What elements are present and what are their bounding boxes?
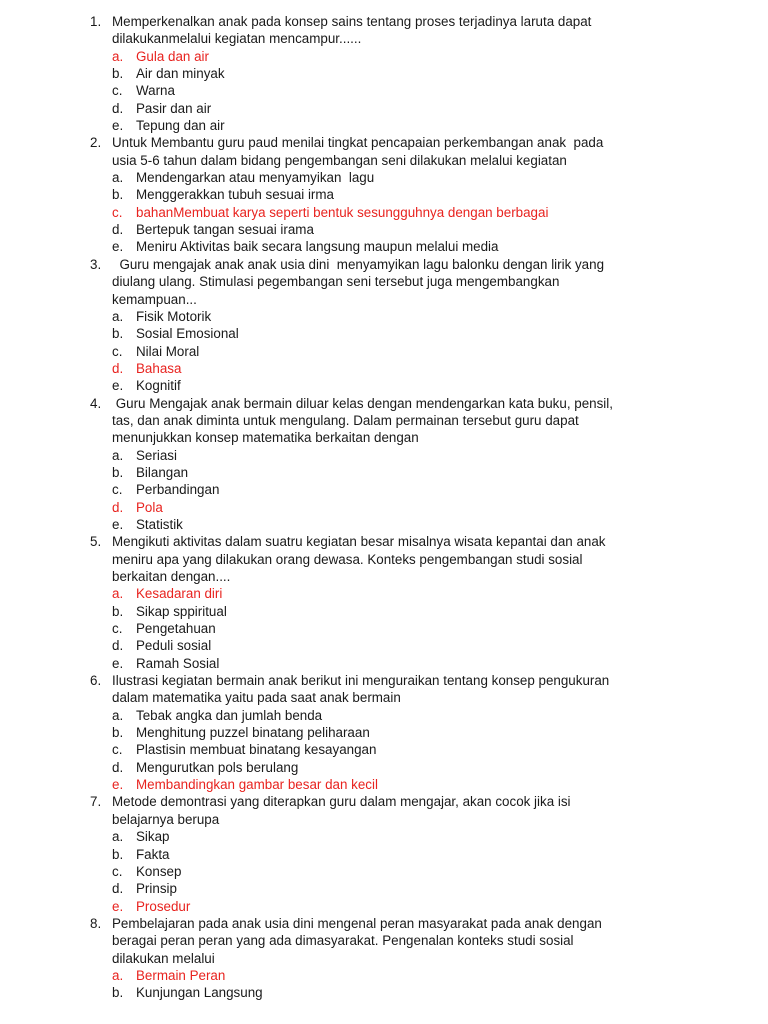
question-line (0, 13, 768, 30)
option-letter: b. (112, 603, 124, 619)
question-continuation-line (0, 551, 768, 568)
question-block (0, 256, 768, 395)
option-letter: c. (112, 83, 123, 99)
option-letter: b. (112, 326, 124, 342)
question-text: beragai peran peran yang ada dimasyarakat. Pengenalan konteks studi sosial (112, 933, 574, 949)
option-letter: b. (112, 187, 124, 203)
option-letter: d. (112, 499, 124, 515)
option-text: Kesadaran diri (136, 586, 223, 602)
answer-option (0, 100, 768, 117)
option-letter: e. (112, 118, 124, 134)
question-text: belajarnya berupa (112, 811, 220, 827)
option-text: Bahasa (136, 360, 182, 376)
option-text: Membandingkan gambar besar dan kecil (136, 777, 378, 793)
option-letter: a. (112, 48, 124, 64)
option-text: Warna (136, 83, 175, 99)
answer-option-correct (0, 585, 768, 602)
answer-option (0, 863, 768, 880)
question-number: 6. (90, 673, 102, 689)
question-continuation-line (0, 412, 768, 429)
option-text: Sosial Emosional (136, 326, 239, 342)
option-letter: e. (112, 777, 124, 793)
answer-option (0, 343, 768, 360)
option-letter: a. (112, 586, 124, 602)
answer-option (0, 828, 768, 845)
answer-option (0, 221, 768, 238)
option-letter: a. (112, 707, 124, 723)
question-continuation-line (0, 932, 768, 949)
option-text: Air dan minyak (136, 66, 225, 82)
option-letter: d. (112, 759, 124, 775)
question-continuation-line (0, 30, 768, 47)
question-text: Pembelajaran pada anak usia dini mengenal peran masyarakat pada anak dengan (112, 915, 602, 931)
option-letter: e. (112, 898, 124, 914)
option-letter: e. (112, 239, 124, 255)
option-text: Plastisin membuat binatang kesayangan (136, 742, 377, 758)
option-letter: b. (112, 66, 124, 82)
question-line (0, 672, 768, 689)
question-text: Guru mengajak anak anak usia dini menyamyikan lagu balonku dengan lirik yang (112, 256, 605, 272)
option-letter: c. (112, 343, 123, 359)
answer-option (0, 464, 768, 481)
question-text: dilakukan melalui (112, 950, 215, 966)
answer-option (0, 759, 768, 776)
question-text: Untuk Membantu guru paud menilai tingkat pencapaian perkembangan anak pada (112, 135, 604, 151)
option-text: bahanMembuat karya seperti bentuk sesungguhnya dengan berbagai (136, 204, 549, 220)
option-text: Bilangan (136, 464, 189, 480)
option-text: Mendengarkan atau menyamyikan lagu (136, 170, 375, 186)
answer-option (0, 238, 768, 255)
question-text: berkaitan dengan.... (112, 569, 231, 584)
question-number: 3. (90, 256, 102, 272)
option-text: Pengetahuan (136, 621, 216, 637)
option-text: Pasir dan air (136, 100, 212, 116)
option-letter: e. (112, 516, 124, 532)
answer-option-correct (0, 499, 768, 516)
answer-option (0, 741, 768, 758)
question-text: Metode demontrasi yang diterapkan guru dalam mengajar, akan cocok jika isi (112, 794, 571, 810)
option-text: Menggerakkan tubuh sesuai irma (136, 187, 334, 203)
answer-option (0, 637, 768, 654)
option-letter: d. (112, 222, 124, 238)
option-letter: b. (112, 725, 124, 741)
question-line (0, 395, 768, 412)
question-number: 1. (90, 14, 102, 29)
answer-option-correct (0, 360, 768, 377)
answer-option (0, 481, 768, 498)
option-letter: c. (112, 621, 123, 637)
option-letter: d. (112, 638, 124, 654)
question-line (0, 915, 768, 932)
option-text: Tebak angka dan jumlah benda (136, 707, 323, 723)
option-letter: c. (112, 204, 123, 220)
question-text: Guru Mengajak anak bermain diluar kelas dengan mendengarkan kata buku, pensil, (112, 395, 613, 411)
option-text: Fisik Motorik (136, 308, 212, 324)
question-text: dilakukanmelalui kegiatan mencampur...... (112, 31, 362, 47)
answer-option (0, 516, 768, 533)
option-text: Pola (136, 499, 163, 515)
question-text: meniru apa yang dilakukan orang dewasa. Konteks pengembangan studi sosial (112, 551, 583, 567)
option-letter: d. (112, 100, 124, 116)
question-text: dalam matematika yaitu pada saat anak bermain (112, 690, 401, 706)
option-text: Kunjungan Langsung (136, 985, 263, 1001)
option-letter: b. (112, 464, 124, 480)
question-text: menunjukkan konsep matematika berkaitan dengan (112, 430, 419, 446)
question-continuation-line (0, 568, 768, 585)
question-block (0, 134, 768, 255)
option-letter: b. (112, 846, 124, 862)
option-letter: d. (112, 881, 124, 897)
question-continuation-line (0, 429, 768, 446)
answer-option-correct (0, 898, 768, 915)
question-line (0, 134, 768, 151)
option-text: Prinsip (136, 881, 177, 897)
question-block (0, 533, 768, 672)
option-text: Tepung dan air (136, 118, 225, 134)
option-text: Menghitung puzzel binatang peliharaan (136, 725, 370, 741)
option-text: Ramah Sosial (136, 655, 220, 671)
answer-option (0, 603, 768, 620)
option-text: Bermain Peran (136, 967, 226, 983)
option-letter: c. (112, 742, 123, 758)
option-text: Nilai Moral (136, 343, 200, 359)
option-text: Sikap (136, 829, 170, 845)
option-text: Peduli sosial (136, 638, 212, 654)
option-letter: a. (112, 170, 124, 186)
option-letter: b. (112, 985, 124, 1001)
question-text: kemampuan... (112, 291, 197, 307)
answer-option (0, 620, 768, 637)
answer-option (0, 117, 768, 134)
question-line (0, 533, 768, 550)
answer-option (0, 655, 768, 672)
option-text: Seriasi (136, 447, 177, 463)
answer-option (0, 169, 768, 186)
question-block (0, 395, 768, 534)
question-number: 4. (90, 395, 102, 411)
question-line (0, 256, 768, 273)
answer-option (0, 186, 768, 203)
question-block (0, 793, 768, 914)
answer-option (0, 724, 768, 741)
option-letter: c. (112, 482, 123, 498)
option-letter: c. (112, 863, 123, 879)
option-text: Prosedur (136, 898, 191, 914)
option-letter: a. (112, 447, 124, 463)
question-number: 7. (90, 794, 102, 810)
answer-option (0, 377, 768, 394)
question-text: Ilustrasi kegiatan bermain anak berikut ini menguraikan tentang konsep pengukuran (112, 673, 610, 689)
question-text: diulang ulang. Stimulasi pegembangan seni tersebut juga mengembangkan (112, 274, 560, 290)
question-continuation-line (0, 291, 768, 308)
answer-option-correct (0, 776, 768, 793)
option-text: Statistik (136, 516, 183, 532)
question-text: Mengikuti aktivitas dalam suatru kegiatan besar misalnya wisata kepantai dan anak (112, 534, 606, 550)
question-block (0, 915, 768, 1002)
answer-option (0, 65, 768, 82)
question-continuation-line (0, 811, 768, 828)
option-text: Bertepuk tangan sesuai irama (136, 222, 314, 238)
option-letter: a. (112, 829, 124, 845)
option-text: Konsep (136, 863, 182, 879)
answer-option (0, 984, 768, 1001)
answer-option (0, 308, 768, 325)
answer-option (0, 325, 768, 342)
option-letter: a. (112, 308, 124, 324)
document-page (0, 13, 768, 1002)
question-block (0, 672, 768, 793)
option-text: Perbandingan (136, 482, 220, 498)
option-letter: d. (112, 360, 124, 376)
question-line (0, 793, 768, 810)
answer-option (0, 707, 768, 724)
option-letter: e. (112, 655, 124, 671)
option-text: Meniru Aktivitas baik secara langsung maupun melalui media (136, 239, 499, 255)
answer-option (0, 447, 768, 464)
answer-option-correct (0, 48, 768, 65)
question-text: usia 5-6 tahun dalam bidang pengembangan seni dilakukan melalui kegiatan (112, 152, 567, 168)
question-number: 8. (90, 915, 102, 931)
question-continuation-line (0, 689, 768, 706)
answer-option (0, 82, 768, 99)
answer-option-correct (0, 967, 768, 984)
question-text: tas, dan anak diminta untuk mengulang. Dalam permainan tersebut guru dapat (112, 412, 579, 428)
answer-option (0, 880, 768, 897)
option-text: Fakta (136, 846, 170, 862)
question-continuation-line (0, 152, 768, 169)
option-text: Gula dan air (136, 48, 209, 64)
question-text: Memperkenalkan anak pada konsep sains tentang proses terjadinya laruta dapat (112, 14, 592, 29)
question-continuation-line (0, 273, 768, 290)
question-block (0, 13, 768, 134)
question-continuation-line (0, 950, 768, 967)
answer-option (0, 846, 768, 863)
option-text: Mengurutkan pols berulang (136, 759, 299, 775)
option-letter: a. (112, 967, 124, 983)
answer-option-correct (0, 204, 768, 221)
question-number: 5. (90, 534, 102, 550)
option-text: Kognitif (136, 378, 181, 394)
option-text: Sikap sppiritual (136, 603, 227, 619)
question-number: 2. (90, 135, 102, 151)
option-letter: e. (112, 378, 124, 394)
